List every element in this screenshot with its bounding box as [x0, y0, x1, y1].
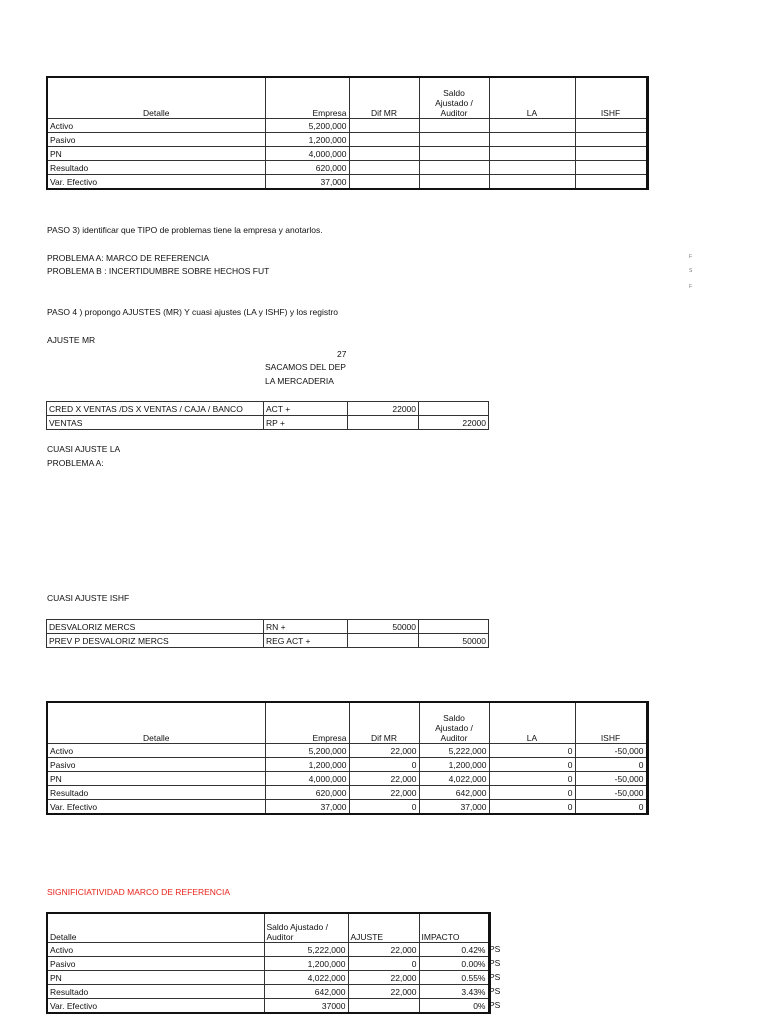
table-row [47, 800, 647, 815]
ajuste-mr-journal [46, 401, 489, 430]
journal-debit: 22000 [348, 402, 419, 416]
journal-account: PREV P DESVALORIZ MERCS [47, 634, 264, 648]
side-mark: S [689, 268, 693, 274]
cell-empresa: 37,000 [265, 800, 349, 815]
summary-table-adjusted [46, 701, 649, 815]
cell-impacto: 0.42% [419, 943, 489, 957]
table-row [47, 957, 489, 971]
header-saldo-ajustado: Saldo Ajustado / Auditor [419, 77, 489, 119]
journal-debit: 50000 [348, 620, 419, 634]
cell-saldo: 37,000 [419, 800, 489, 815]
cell-la: 0 [489, 786, 575, 800]
header-dif-mr: Dif MR [349, 77, 419, 119]
cell-ajuste [348, 999, 419, 1014]
row-label: Pasivo [47, 758, 265, 772]
table-row [47, 971, 489, 985]
cell-dif-mr [349, 133, 419, 147]
header-detalle: Detalle [47, 913, 264, 943]
cell-ishf [575, 147, 647, 161]
cell-ishf: 0 [575, 758, 647, 772]
table-row [47, 943, 489, 957]
cell-empresa: 1,200,000 [265, 133, 349, 147]
journal-type: RN + [264, 620, 348, 634]
cell-ishf [575, 161, 647, 175]
cell-dif-mr [349, 161, 419, 175]
cell-ajuste: 22,000 [348, 985, 419, 999]
cell-empresa: 5,200,000 [265, 744, 349, 758]
ajuste-mr-note-line2: LA MERCADERIA [265, 376, 334, 386]
cell-saldo [419, 175, 489, 190]
ps-label: PS [489, 958, 501, 968]
table-row [47, 119, 647, 133]
row-label: Var. Efectivo [47, 800, 265, 815]
cell-dif-mr [349, 175, 419, 190]
cell-saldo: 4,022,000 [419, 772, 489, 786]
cell-saldo [419, 147, 489, 161]
row-label: Resultado [47, 786, 265, 800]
cell-dif-mr: 0 [349, 758, 419, 772]
cell-saldo: 642,000 [419, 786, 489, 800]
cell-empresa: 620,000 [265, 786, 349, 800]
header-la: LA [489, 702, 575, 744]
cell-ishf: -50,000 [575, 786, 647, 800]
paso4-text: PASO 4 ) propongo AJUSTES (MR) Y cuasi ajustes (LA y ISHF) y los registro [47, 307, 338, 317]
journal-credit: 50000 [419, 634, 489, 648]
row-label: PN [47, 971, 264, 985]
row-label: Resultado [47, 161, 265, 175]
journal-type: RP + [264, 416, 348, 430]
cell-la: 0 [489, 772, 575, 786]
ajuste-mr-title: AJUSTE MR [47, 335, 96, 345]
ps-label: PS [489, 986, 501, 996]
header-ajuste: AJUSTE [348, 913, 419, 943]
header-saldo-ajustado: Saldo Ajustado / Auditor [264, 913, 348, 943]
journal-credit [419, 620, 489, 634]
journal-account: CRED X VENTAS /DS X VENTAS / CAJA / BANCO [47, 402, 264, 416]
cell-empresa: 4,000,000 [265, 772, 349, 786]
cell-saldo: 4,022,000 [264, 971, 348, 985]
cuasi-la-title: CUASI AJUSTE LA [47, 444, 121, 454]
cell-ishf [575, 119, 647, 133]
cell-ishf: 0 [575, 800, 647, 815]
header-empresa: Empresa [265, 77, 349, 119]
table-row [47, 744, 647, 758]
cell-saldo: 5,222,000 [264, 943, 348, 957]
table-row [47, 786, 647, 800]
table-row [47, 985, 489, 999]
cell-saldo: 37000 [264, 999, 348, 1014]
problema-b-text: PROBLEMA B : INCERTIDUMBRE SOBRE HECHOS FUT [47, 266, 270, 276]
cell-la [489, 119, 575, 133]
table-header-row [47, 702, 647, 744]
row-label: PN [47, 147, 265, 161]
cell-saldo: 1,200,000 [264, 957, 348, 971]
cell-ajuste: 22,000 [348, 971, 419, 985]
row-label: Activo [47, 943, 264, 957]
table-header-row [47, 913, 489, 943]
row-label: Pasivo [47, 133, 265, 147]
cell-empresa: 620,000 [265, 161, 349, 175]
cell-la: 0 [489, 744, 575, 758]
table-row [47, 772, 647, 786]
table-header-row [47, 77, 647, 119]
cell-impacto: 3.43% [419, 985, 489, 999]
cell-la [489, 147, 575, 161]
row-label: Var. Efectivo [47, 175, 265, 190]
header-ishf: ISHF [575, 77, 647, 119]
ps-label: PS [489, 1000, 501, 1010]
cell-la [489, 133, 575, 147]
side-mark: F [689, 254, 693, 260]
cell-dif-mr: 22,000 [349, 744, 419, 758]
header-ishf: ISHF [575, 702, 647, 744]
table-row [47, 999, 489, 1014]
journal-type: ACT + [264, 402, 348, 416]
side-mark: F [689, 284, 693, 290]
problema-a-text: PROBLEMA A: MARCO DE REFERENCIA [47, 253, 210, 263]
cell-saldo [419, 133, 489, 147]
table-row [47, 147, 647, 161]
row-label: Activo [47, 744, 265, 758]
cell-impacto: 0.00% [419, 957, 489, 971]
cell-saldo [419, 119, 489, 133]
cell-empresa: 4,000,000 [265, 147, 349, 161]
summary-table-initial [46, 76, 649, 190]
journal-type: REG ACT + [264, 634, 348, 648]
cell-ishf: -50,000 [575, 772, 647, 786]
journal-debit [348, 416, 419, 430]
table-row [47, 758, 647, 772]
ps-label: PS [489, 972, 501, 982]
cell-dif-mr [349, 119, 419, 133]
table-row [47, 133, 647, 147]
journal-account: VENTAS [47, 416, 264, 430]
cell-la [489, 175, 575, 190]
header-la: LA [489, 77, 575, 119]
significatividad-title: SIGNIFICIATIVIDAD MARCO DE REFERENCIA [47, 887, 231, 897]
journal-row [47, 416, 489, 430]
cell-saldo: 5,222,000 [419, 744, 489, 758]
journal-credit [419, 402, 489, 416]
cell-ishf [575, 175, 647, 190]
journal-account: DESVALORIZ MERCS [47, 620, 264, 634]
ajuste-mr-note-line1: SACAMOS DEL DEP [265, 362, 346, 372]
header-saldo-ajustado: Saldo Ajustado / Auditor [419, 702, 489, 744]
cell-saldo: 642,000 [264, 985, 348, 999]
cell-impacto: 0.55% [419, 971, 489, 985]
header-empresa: Empresa [265, 702, 349, 744]
table-row [47, 161, 647, 175]
cuasi-ishf-title: CUASI AJUSTE ISHF [47, 593, 130, 603]
cell-empresa: 1,200,000 [265, 758, 349, 772]
cell-la: 0 [489, 758, 575, 772]
paso3-text: PASO 3) identificar que TIPO de problemas tiene la empresa y anotarlos. [47, 225, 323, 235]
row-label: Activo [47, 119, 265, 133]
cell-ishf [575, 133, 647, 147]
cell-empresa: 5,200,000 [265, 119, 349, 133]
ps-label: PS [489, 944, 501, 954]
cell-dif-mr: 0 [349, 800, 419, 815]
significatividad-table [46, 912, 491, 1014]
cell-impacto: 0% [419, 999, 489, 1014]
journal-debit [348, 634, 419, 648]
cell-dif-mr: 22,000 [349, 772, 419, 786]
row-label: Pasivo [47, 957, 264, 971]
journal-row [47, 620, 489, 634]
cell-saldo: 1,200,000 [419, 758, 489, 772]
header-detalle: Detalle [47, 702, 265, 744]
cell-dif-mr: 22,000 [349, 786, 419, 800]
header-impacto: IMPACTO [419, 913, 489, 943]
row-label: PN [47, 772, 265, 786]
journal-row [47, 634, 489, 648]
cuasi-la-subtitle: PROBLEMA A: [47, 458, 104, 468]
header-detalle: Detalle [47, 77, 265, 119]
cell-la: 0 [489, 800, 575, 815]
cuasi-ishf-journal [46, 619, 489, 648]
cell-saldo [419, 161, 489, 175]
journal-row [47, 402, 489, 416]
cell-empresa: 37,000 [265, 175, 349, 190]
ajuste-mr-note-number: 27 [337, 349, 347, 359]
cell-ishf: -50,000 [575, 744, 647, 758]
header-dif-mr: Dif MR [349, 702, 419, 744]
cell-ajuste: 22,000 [348, 943, 419, 957]
journal-credit: 22000 [419, 416, 489, 430]
cell-la [489, 161, 575, 175]
row-label: Resultado [47, 985, 264, 999]
cell-dif-mr [349, 147, 419, 161]
row-label: Var. Efectivo [47, 999, 264, 1014]
cell-ajuste: 0 [348, 957, 419, 971]
table-row [47, 175, 647, 190]
